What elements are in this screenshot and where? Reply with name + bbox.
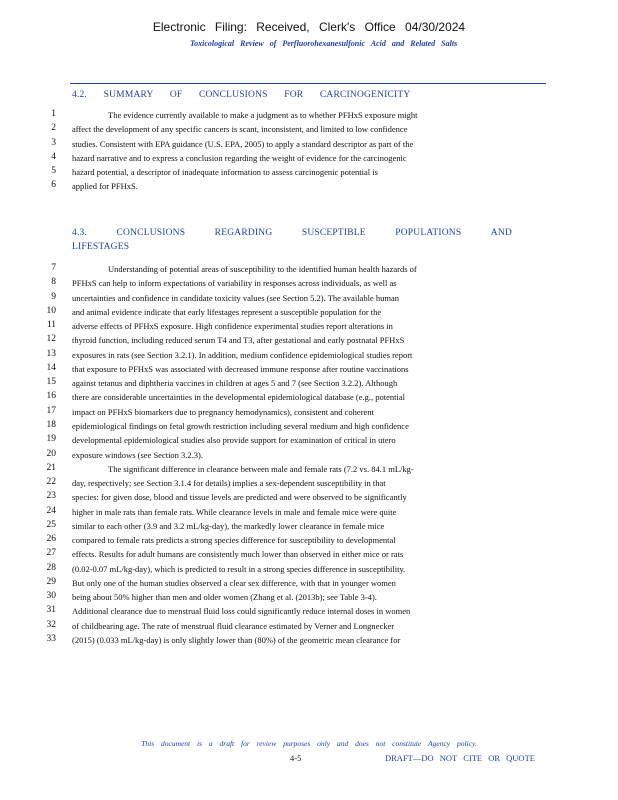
text-line: higher in male rats than female rats. While clearance levels in male and female mice were quite xyxy=(72,506,397,517)
text-line: compared to female rats predicts a strong species difference for susceptibility to developmental xyxy=(72,535,396,546)
line-number: 4 xyxy=(51,151,56,162)
line-number: 6 xyxy=(51,180,56,191)
text-line: effects. Results for adult humans are consistently much lower than observed in either mice or rats xyxy=(72,549,404,560)
line-number: 17 xyxy=(46,405,56,416)
line-number: 26 xyxy=(46,534,56,545)
text-line: applied for PFHxS. xyxy=(72,181,138,192)
line-number: 24 xyxy=(46,505,56,516)
text-line: But only one of the human studies observed a clear sex difference, with that in younger women xyxy=(72,577,396,588)
text-line: PFHxS can help to inform expectations of variability in responses across individuals, as well as xyxy=(72,278,397,289)
line-number: 9 xyxy=(51,291,56,302)
text-line: that exposure to PFHxS was associated with decreased immune response after routine vaccinations xyxy=(72,363,409,374)
text-line: hazard potential, a descriptor of inadequate information to assess carcinogenic potential is xyxy=(72,167,378,178)
line-number: 31 xyxy=(46,605,56,616)
line-number: 33 xyxy=(46,634,56,645)
text-line: The evidence currently available to make a judgment as to whether PFHxS exposure might xyxy=(108,110,418,120)
line-number: 12 xyxy=(46,334,56,345)
line-number: 8 xyxy=(51,277,56,288)
heading-word: 4.3. xyxy=(72,228,88,238)
header-rule xyxy=(70,83,546,84)
line-number: 1 xyxy=(51,109,56,119)
text-line: there are considerable uncertainties in the developmental epidemiological database (e.g., potential xyxy=(72,392,406,403)
text-line: thyroid function, including reduced serum T4 and T3, after gestational and early postnatal PFHxS xyxy=(72,335,405,346)
heading-word: CONCLUSIONS xyxy=(116,228,186,238)
filing-stamp: Electronic Filing: Received, Clerk's Office 04/30/2024 xyxy=(152,20,466,34)
line-number: 32 xyxy=(46,619,56,630)
line-number: 22 xyxy=(46,477,56,488)
line-number: 15 xyxy=(46,377,56,388)
text-line: epidemiological findings on fetal growth restriction including several medium and high confidence xyxy=(72,420,409,431)
line-number: 25 xyxy=(46,519,56,530)
line-number: 29 xyxy=(46,576,56,587)
text-line: Understanding of potential areas of susceptibility to the identified human health hazards of xyxy=(108,264,417,274)
text-line: Additional clearance due to menstrual fluid loss could significantly reduce internal doses in women xyxy=(72,606,411,617)
line-number: 18 xyxy=(46,419,56,430)
section-heading-susceptible xyxy=(72,226,512,254)
heading-word: REGARDING xyxy=(214,228,273,238)
text-line: studies. Consistent with EPA guidance (U.S. EPA, 2005) to apply a standard descriptor as part of the xyxy=(72,138,414,149)
text-line: (2015) (0.033 mL/kg-day) is only slightly lower than (80%) of the geometric mean clearance for xyxy=(72,635,401,646)
heading-word: POPULATIONS xyxy=(395,228,462,238)
text-line: against tetanus and diphtheria vaccines in children at ages 5 and 7 (see Section 3.2.2). Although xyxy=(72,378,398,389)
text-line: hazard narrative and to express a conclusion regarding the weight of evidence for the carcinogenic xyxy=(72,152,407,163)
text-line: The significant difference in clearance between male and female rats (7.2 vs. 84.1 mL/kg- xyxy=(108,463,414,474)
text-line: species: for given dose, blood and tissue levels are predicted and were observed to be significantly xyxy=(72,492,407,503)
draft-notice: DRAFT—DO NOT CITE OR QUOTE xyxy=(385,753,535,763)
text-line: exposures in rats (see Section 3.2.1). In addition, medium confidence epidemiological studies report xyxy=(72,349,413,360)
line-number: 11 xyxy=(46,320,56,331)
line-number: 5 xyxy=(51,166,56,177)
line-number: 2 xyxy=(51,123,56,134)
line-number: 14 xyxy=(46,362,56,373)
line-number: 30 xyxy=(46,591,56,602)
line-number: 16 xyxy=(46,391,56,402)
text-line: impact on PFHxS biomarkers due to pregnancy hemodynamics), consistent and coherent xyxy=(72,406,374,417)
draft-disclaimer: This document is a draft for review purposes only and does not constitute Agency policy. xyxy=(141,739,477,748)
text-line: of childbearing age. The rate of menstrual fluid clearance estimated by Verner and Longnecker xyxy=(72,620,395,631)
section-heading-line2: LIFESTAGES xyxy=(72,242,130,252)
text-line: (0.02-0.07 mL/kg-day), which is predicted to result in a strong species difference in susceptibility. xyxy=(72,563,406,574)
line-number: 21 xyxy=(46,462,56,473)
line-number: 27 xyxy=(46,548,56,559)
text-line: uncertainties and confidence in candidate toxicity values (see Section 5.2). The available human xyxy=(72,292,399,303)
text-line: adverse effects of PFHxS exposure. High confidence experimental studies report alterations in xyxy=(72,321,393,332)
running-title: Toxicological Review of Perfluorohexanesulfonic Acid and Related Salts xyxy=(190,39,458,48)
text-line: affect the development of any specific cancers is scant, inconsistent, and limited to low confidence xyxy=(72,124,408,135)
line-number: 28 xyxy=(46,562,56,573)
section-heading-carcinogenicity: 4.2. SUMMARY OF CONCLUSIONS FOR CARCINOGENICITY xyxy=(72,90,411,100)
heading-word: SUSCEPTIBLE xyxy=(301,228,366,238)
line-number: 23 xyxy=(46,491,56,502)
heading-word: AND xyxy=(490,228,512,238)
text-line: and animal evidence indicate that early lifestages represent a susceptible population for the xyxy=(72,306,382,317)
line-number: 7 xyxy=(51,263,56,273)
line-number: 10 xyxy=(46,305,56,316)
page-number: 4-5 xyxy=(290,753,302,763)
text-line: developmental epidemiological studies also provide support for examination of critical in utero xyxy=(72,435,396,446)
text-line: day, respectively; see Section 3.1.4 for details) implies a sex-dependent susceptibility in that xyxy=(72,478,386,489)
text-line: being about 50% higher than men and older women (Zhang et al. (2013b); see Table 3-4). xyxy=(72,592,377,603)
text-line: exposure windows (see Section 3.2.3). xyxy=(72,449,204,460)
line-number: 19 xyxy=(46,434,56,445)
line-number: 13 xyxy=(46,348,56,359)
text-line: similar to each other (3.9 and 3.2 mL/kg-day), the markedly lower clearance in female mice xyxy=(72,520,385,531)
line-number: 3 xyxy=(51,137,56,148)
line-number: 20 xyxy=(46,448,56,459)
